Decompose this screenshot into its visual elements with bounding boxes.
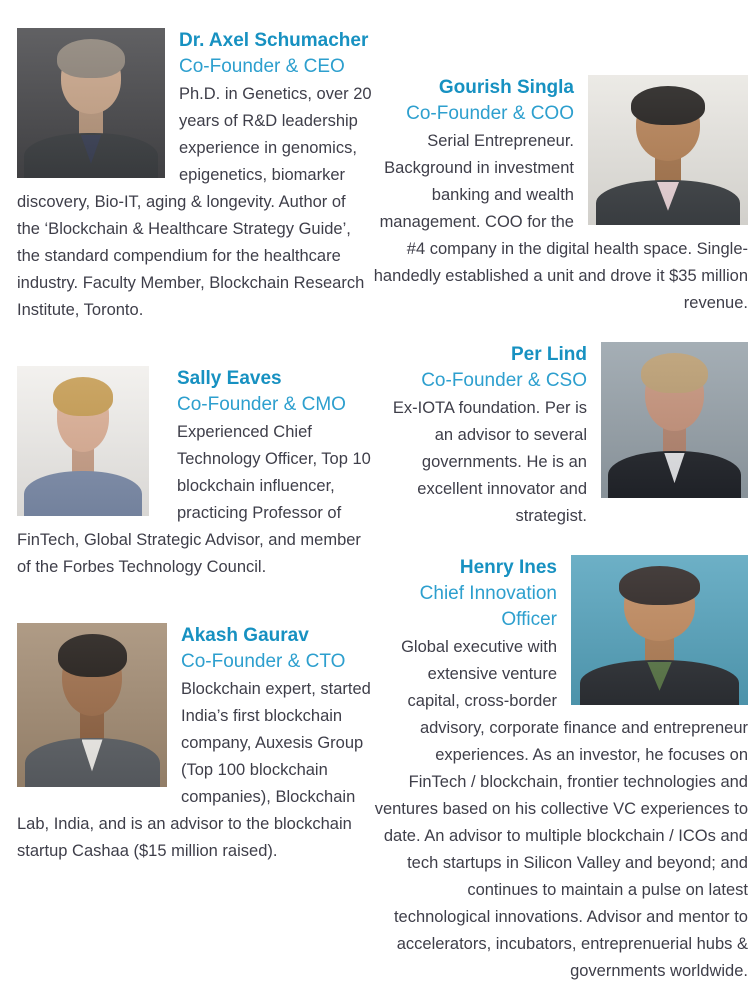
photo-neck <box>663 420 687 457</box>
profile-sally-eaves <box>17 366 373 581</box>
profile-bio: Serial Entrepreneur. Background in investment banking and wealth management. COO for the #4 company in the digital health space. Single-handedly established a unit and drove it $35 million revenue. <box>373 132 748 312</box>
photo-torso <box>24 133 157 178</box>
profile-bio: Ex-IOTA foundation. Per is an advisor to several governments. He is an excellent innovator and strategist. <box>392 399 587 525</box>
photo-shirt <box>657 182 679 221</box>
profile-title: Co-Founder & CMO <box>177 394 346 415</box>
profile-title: Co-Founder & CSO <box>421 370 587 391</box>
photo-torso <box>24 471 143 516</box>
photo-shirt <box>647 662 672 701</box>
profile-bio: Blockchain expert, started India’s first blockchain company, Auxesis Group (Top 100 blockchain companies), Blockchain Lab, India, and is an advisor to the blockchain startup Cashaa ($15 million raised). <box>17 680 371 860</box>
profile-photo-sally <box>17 366 149 516</box>
photo-head <box>624 573 695 641</box>
photo-neck <box>645 630 673 666</box>
profile-bio: Experienced Chief Technology Officer, Top 10 blockchain influencer, practicing Professor of FinTech, Global Strategic Advisor, and member of the Forbes Technology Council. <box>17 423 371 576</box>
photo-neck <box>72 441 93 477</box>
photo-hair <box>641 353 709 394</box>
profile-photo-per <box>601 342 748 498</box>
profile-name: Per Lind <box>510 344 587 365</box>
profile-name: Dr. Axel Schumacher <box>179 30 369 51</box>
profile-name: Henry Ines <box>459 557 557 578</box>
profile-axel-schumacher <box>17 28 373 324</box>
photo-neck <box>655 150 681 186</box>
photo-torso <box>608 451 740 498</box>
photo-shirt <box>81 135 102 174</box>
profile-bio: Ph.D. in Genetics, over 20 years of R&D leadership experience in genomics, epigenetics, biomarker discovery, Bio-IT, aging & longevity. Author of the ‘Blockchain & Healthcare Strategy Guide’, the standard compendium for the healthcare industry. Faculty Member, Blockchain Research Institute, Toronto. <box>17 85 372 319</box>
profile-title: Co-Founder & COO <box>406 103 574 124</box>
photo-shirt <box>82 739 103 782</box>
profile-bio: Global executive with extensive venture capital, cross-border advisory, corporate finance and entrepreneur experiences. As an investor, he focuses on FinTech / blockchain, frontier technologies and ventures based on his collective VC experiences to date. An advisor to multiple blockchain / ICOs and tech startups in Silicon Valley and beyond; and continues to maintain a pulse on latest technological innovations. Advisor and mentor to accelerators, incubators, entreprenuerial hubs & governments worldwide. <box>374 638 748 980</box>
profile-title: Chief Innovation Officer <box>419 583 557 630</box>
profile-title: Co-Founder & CTO <box>181 651 346 672</box>
photo-shirt <box>74 473 92 512</box>
profile-per-lind <box>373 342 748 530</box>
profile-photo-akash <box>17 623 167 787</box>
profile-name: Sally Eaves <box>177 368 282 389</box>
photo-neck <box>80 705 104 744</box>
profile-gourish-singla <box>373 75 748 317</box>
profile-photo-henry <box>571 555 748 705</box>
photo-hair <box>57 39 125 78</box>
photo-head <box>645 361 704 431</box>
left-column <box>17 22 373 982</box>
photo-head <box>636 93 700 161</box>
photo-shirt <box>664 453 685 494</box>
photo-hair <box>53 377 114 416</box>
profile-photo-axel <box>17 28 165 178</box>
photo-head <box>57 384 110 452</box>
photo-hair <box>619 566 700 605</box>
profile-name: Akash Gaurav <box>181 625 309 646</box>
photo-head <box>61 46 120 114</box>
profile-henry-ines <box>373 555 748 985</box>
profile-title: Co-Founder & CEO <box>179 56 345 77</box>
photo-hair <box>58 634 127 677</box>
photo-head <box>62 643 122 717</box>
photo-torso <box>580 660 739 705</box>
right-column <box>373 22 748 982</box>
profile-photo-gourish <box>588 75 748 225</box>
profile-name: Gourish Singla <box>438 77 574 98</box>
photo-hair <box>631 86 705 125</box>
photo-torso <box>596 180 740 225</box>
photo-torso <box>25 738 160 787</box>
profile-akash-gaurav <box>17 623 373 865</box>
photo-neck <box>79 103 103 139</box>
